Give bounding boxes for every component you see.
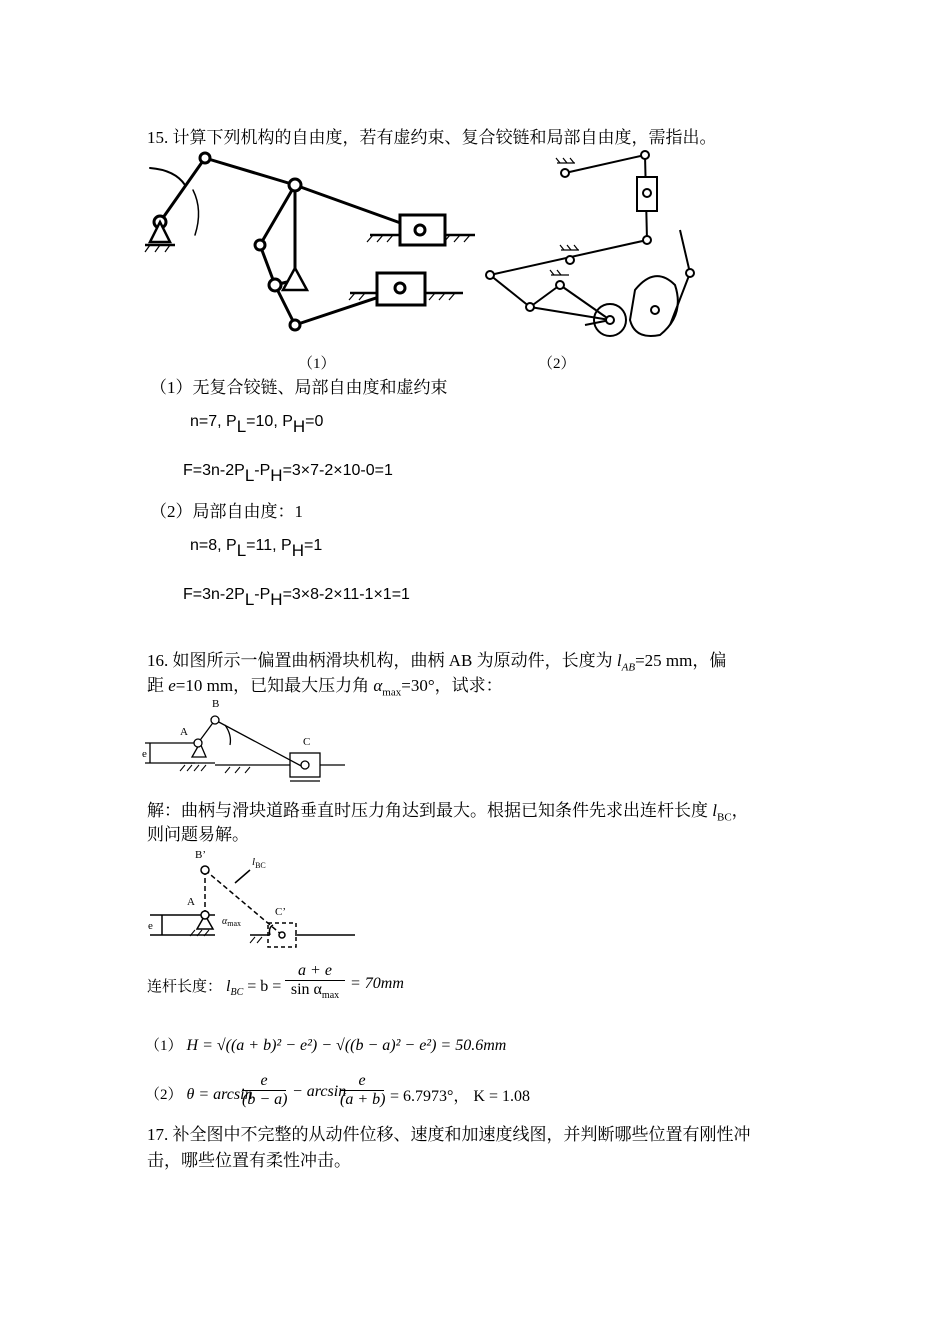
q15-figure-1 — [145, 150, 475, 350]
q16-line1: 16. 如图所示一偏置曲柄滑块机构，曲柄 AB 为原动件，长度为 $l_{AB}=25$ mm，偏 — [147, 651, 727, 674]
q15-figure-2 — [485, 125, 705, 350]
q16-figure — [140, 695, 350, 785]
theta-formula-left: （2） θ = arcsin — [145, 1086, 253, 1103]
q15-ans2-head: （2）局部自由度：1 — [150, 502, 303, 521]
fig16b-label-A: A — [187, 896, 195, 908]
fig16b-label-e: e — [148, 920, 153, 932]
fig16-label-e: e — [142, 748, 147, 760]
q15-ans1-formula: F=3n-2PL-PH=3×7-2×10-0=1 — [183, 462, 393, 485]
q17-line2: 击，哪些位置有柔性冲击。 — [147, 1151, 351, 1170]
theta-result: = 6.7973°， K = 1.08 — [390, 1088, 531, 1105]
fig16-label-C: C — [303, 736, 311, 748]
fig16b-label-B: B’ — [195, 849, 206, 861]
rod-length-result: = 70mm — [350, 975, 404, 992]
fig16b-label-C: C’ — [275, 906, 286, 918]
q15-ans1-head: （1）无复合铰链、局部自由度和虚约束 — [150, 378, 448, 397]
stroke-formula: （1） H = √((a + b)² − e²) − √((b − a)² − e²) = 50.6mm — [145, 1037, 507, 1054]
fig2-caption: （2） — [538, 356, 576, 372]
q16-solution-line2: 则问题易解。 — [147, 825, 249, 844]
q15-ans2-params: n=8, PL=11, PH=1 — [190, 537, 323, 560]
q15-ans2-formula: F=3n-2PL-PH=3×8-2×11-1×1=1 — [183, 586, 410, 609]
theta-fraction-2: e (a + b) — [340, 1072, 386, 1108]
fig16-label-B: B — [212, 698, 220, 710]
fig1-caption: （1） — [298, 356, 336, 372]
theta-fraction-1: e (b − a) — [242, 1072, 288, 1108]
q16-solution-figure — [140, 845, 360, 950]
fig16-label-A: A — [180, 726, 188, 738]
fig16b-label-alpha: $\alpha_{max}$ — [222, 916, 242, 928]
q16-solution-line1: 解：曲柄与滑块道路垂直时压力角达到最大。根据已知条件先求出连杆长度 $l_{BC}$， — [147, 801, 749, 824]
rod-length-fraction: a + e $\sin \alpha_{max}$ — [285, 962, 345, 1001]
theta-formula-mid: − arcsin — [292, 1083, 347, 1100]
q15-title: 15. 计算下列机构的自由度，若有虚约束、复合铰链和局部自由度，需指出。 — [147, 128, 717, 147]
rod-length-formula: 连杆长度： $l_{BC} = b$ = — [147, 978, 282, 999]
q16-line2: 距 e=10 mm，已知最大压力角 $\alpha_{max}=30^\circ$，试求： — [147, 676, 503, 699]
q15-ans1-params: n=7, PL=10, PH=0 — [190, 413, 324, 436]
q17-line1: 17. 补全图中不完整的从动件位移、速度和加速度线图，并判断哪些位置有刚性冲 — [147, 1125, 751, 1144]
fig16b-label-l: $l_{BC}$ — [252, 856, 266, 870]
